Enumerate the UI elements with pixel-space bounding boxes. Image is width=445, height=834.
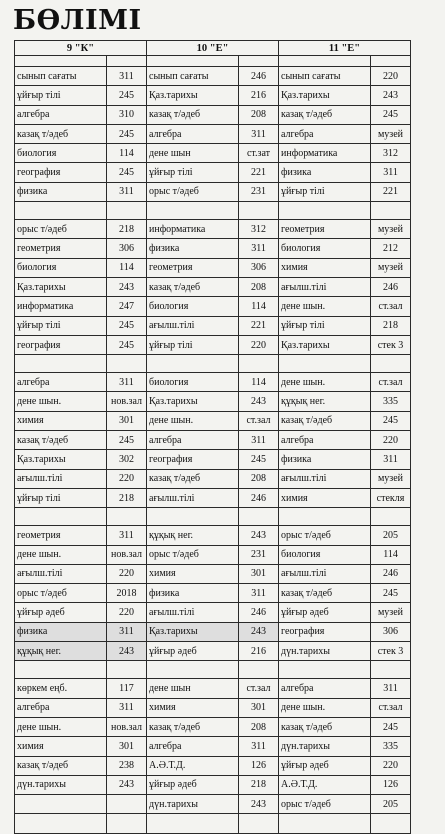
room-cell: 311 — [107, 373, 147, 392]
subject-cell: дүн.тарихы — [15, 775, 107, 794]
room-cell: 311 — [371, 163, 411, 182]
room-cell — [107, 814, 147, 833]
room-cell — [107, 795, 147, 814]
subject-cell: казақ т/әдеб — [147, 469, 239, 488]
room-cell: 218 — [371, 316, 411, 335]
room-cell: 245 — [107, 163, 147, 182]
subject-cell: ұйғыр тілі — [279, 182, 371, 201]
room-cell: 335 — [371, 392, 411, 411]
room-cell: 114 — [239, 297, 279, 316]
room-cell: 245 — [371, 411, 411, 430]
schedule-body — [15, 56, 411, 834]
subject-cell: геометрия — [279, 220, 371, 239]
subject-cell: казақ т/әдеб — [147, 717, 239, 736]
room-cell: 311 — [239, 737, 279, 756]
subject-cell: информатика — [15, 297, 107, 316]
subject-cell: орыс т/әдеб — [147, 182, 239, 201]
subject-cell: казақ т/әдеб — [15, 124, 107, 143]
subject-cell: дене шын. — [15, 545, 107, 564]
room-cell: 246 — [371, 277, 411, 296]
subject-cell — [279, 814, 371, 833]
table-row — [15, 431, 411, 450]
subject-cell: ағылш.тілі — [279, 277, 371, 296]
table-row — [15, 258, 411, 277]
subject-cell: география — [147, 450, 239, 469]
room-cell: 208 — [239, 105, 279, 124]
room-cell: 221 — [239, 163, 279, 182]
room-cell: 306 — [239, 258, 279, 277]
subject-cell: құқық нег. — [15, 642, 107, 661]
room-cell: 114 — [371, 545, 411, 564]
subject-cell: ұйғыр тілі — [147, 335, 239, 354]
room-cell: 243 — [107, 642, 147, 661]
room-cell: 208 — [239, 277, 279, 296]
empty-cell — [279, 202, 371, 220]
room-cell: 311 — [371, 450, 411, 469]
room-cell: 245 — [107, 335, 147, 354]
subject-cell: дене шын. — [279, 373, 371, 392]
subject-cell: геометрия — [15, 526, 107, 545]
room-cell: 243 — [107, 277, 147, 296]
room-cell: 301 — [107, 737, 147, 756]
subject-cell: физика — [15, 182, 107, 201]
table-row — [15, 239, 411, 258]
empty-cell — [147, 355, 239, 373]
room-cell — [239, 814, 279, 833]
empty-cell — [279, 508, 371, 526]
room-cell: 245 — [107, 431, 147, 450]
subject-cell: физика — [279, 450, 371, 469]
table-row — [15, 679, 411, 698]
table-row — [15, 526, 411, 545]
table-row — [15, 622, 411, 641]
room-cell: 208 — [239, 717, 279, 736]
subject-cell: химия — [147, 564, 239, 583]
class-header-row — [15, 41, 411, 56]
room-cell: 231 — [239, 182, 279, 201]
room-cell: 306 — [371, 622, 411, 641]
empty-cell — [279, 56, 371, 67]
room-cell: 238 — [107, 756, 147, 775]
subject-cell: ұйғыр әдеб — [15, 603, 107, 622]
table-row — [15, 488, 411, 507]
empty-cell — [15, 202, 107, 220]
empty-cell — [239, 355, 279, 373]
room-cell: 216 — [239, 642, 279, 661]
subject-cell: ағылш.тілі — [147, 488, 239, 507]
class-header-11e: 11 "Е" — [279, 41, 411, 56]
table-row — [15, 316, 411, 335]
room-cell: 312 — [371, 144, 411, 163]
empty-cell — [107, 508, 147, 526]
room-cell: 243 — [239, 392, 279, 411]
table-row — [15, 277, 411, 296]
room-cell: 311 — [239, 239, 279, 258]
room-cell: 245 — [239, 450, 279, 469]
table-row — [15, 392, 411, 411]
subject-cell: казақ т/әдеб — [15, 431, 107, 450]
table-row — [15, 450, 411, 469]
subject-cell: сынып сағаты — [147, 67, 239, 86]
subject-cell: информатика — [147, 220, 239, 239]
empty-cell — [239, 56, 279, 67]
empty-cell — [371, 202, 411, 220]
table-row — [15, 469, 411, 488]
room-cell: нов.зал — [107, 545, 147, 564]
room-cell: музей — [371, 603, 411, 622]
table-row — [15, 373, 411, 392]
empty-cell — [15, 508, 107, 526]
room-cell: 301 — [107, 411, 147, 430]
subject-cell: дүн.тарихы — [147, 795, 239, 814]
empty-cell — [147, 202, 239, 220]
room-cell: 245 — [107, 124, 147, 143]
subject-cell: дене шын. — [279, 297, 371, 316]
table-row — [15, 698, 411, 717]
room-cell: 311 — [371, 679, 411, 698]
room-cell: 114 — [107, 258, 147, 277]
empty-cell — [147, 661, 239, 679]
room-cell: 243 — [239, 622, 279, 641]
room-cell: 220 — [107, 469, 147, 488]
room-cell: 126 — [239, 756, 279, 775]
empty-cell — [107, 661, 147, 679]
subject-cell: физика — [147, 584, 239, 603]
subject-cell: орыс т/әдеб — [279, 795, 371, 814]
subject-cell: алгебра — [279, 431, 371, 450]
room-cell: стекля — [371, 488, 411, 507]
table-row — [15, 756, 411, 775]
table-row — [15, 717, 411, 736]
room-cell: 245 — [371, 584, 411, 603]
subject-cell: орыс т/әдеб — [279, 526, 371, 545]
table-row — [15, 584, 411, 603]
empty-cell — [279, 661, 371, 679]
subject-cell: казақ т/әдеб — [279, 411, 371, 430]
subject-cell: физика — [15, 622, 107, 641]
table-row — [15, 564, 411, 583]
room-cell: 114 — [107, 144, 147, 163]
subject-cell: құқық нег. — [279, 392, 371, 411]
room-cell: ст.зал — [239, 411, 279, 430]
subject-cell: ағылш.тілі — [147, 316, 239, 335]
empty-cell — [147, 56, 239, 67]
room-cell: стек 3 — [371, 335, 411, 354]
subject-cell: дене шын. — [279, 698, 371, 717]
subject-cell: ұйғыр әдеб — [279, 603, 371, 622]
room-cell: 245 — [107, 86, 147, 105]
subject-cell: биология — [15, 258, 107, 277]
room-cell: 243 — [107, 775, 147, 794]
subject-cell: Қаз.тарихы — [15, 450, 107, 469]
table-row — [15, 182, 411, 201]
subject-cell: биология — [279, 239, 371, 258]
subject-cell: алгебра — [15, 105, 107, 124]
subject-cell: ұйғыр тілі — [147, 163, 239, 182]
room-cell: 311 — [239, 431, 279, 450]
subject-cell: құқық нег. — [147, 526, 239, 545]
room-cell: 218 — [107, 220, 147, 239]
table-row — [15, 86, 411, 105]
subject-cell: Қаз.тарихы — [147, 392, 239, 411]
subject-cell: химия — [279, 258, 371, 277]
subject-cell: ұйғыр тілі — [15, 86, 107, 105]
room-cell: 243 — [239, 795, 279, 814]
table-row — [15, 144, 411, 163]
room-cell: ст.зал — [371, 698, 411, 717]
room-cell: 301 — [239, 698, 279, 717]
subject-cell: биология — [15, 144, 107, 163]
subject-cell: алгебра — [147, 431, 239, 450]
room-cell: 220 — [371, 431, 411, 450]
room-cell: 216 — [239, 86, 279, 105]
table-row — [15, 220, 411, 239]
subject-cell: дүн.тарихы — [279, 642, 371, 661]
room-cell: 221 — [371, 182, 411, 201]
subject-cell: химия — [147, 698, 239, 717]
subject-cell: казақ т/әдеб — [279, 717, 371, 736]
empty-cell — [371, 355, 411, 373]
subject-cell: дене шын — [147, 679, 239, 698]
subject-cell: физика — [279, 163, 371, 182]
subject-cell: ағылш.тілі — [279, 469, 371, 488]
empty-cell — [239, 661, 279, 679]
room-cell: 205 — [371, 795, 411, 814]
subject-cell: Қаз.тарихы — [147, 622, 239, 641]
empty-cell — [15, 355, 107, 373]
subject-cell: алгебра — [15, 698, 107, 717]
room-cell: 246 — [239, 488, 279, 507]
room-cell: музей — [371, 124, 411, 143]
table-row — [15, 297, 411, 316]
subject-cell: Қаз.тарихы — [147, 86, 239, 105]
subject-cell: сынып сағаты — [15, 67, 107, 86]
room-cell: 218 — [239, 775, 279, 794]
table-row — [15, 124, 411, 143]
subject-cell: казақ т/әдеб — [279, 105, 371, 124]
subject-cell: дене шын. — [15, 392, 107, 411]
room-cell: 246 — [239, 603, 279, 622]
subject-cell: алгебра — [147, 124, 239, 143]
room-cell: 220 — [371, 67, 411, 86]
day-separator — [15, 508, 411, 526]
subject-cell: казақ т/әдеб — [147, 277, 239, 296]
empty-cell — [279, 355, 371, 373]
empty-cell — [371, 508, 411, 526]
room-cell: 245 — [371, 105, 411, 124]
day-separator — [15, 661, 411, 679]
room-cell: 126 — [371, 775, 411, 794]
room-cell: 311 — [107, 67, 147, 86]
room-cell: 310 — [107, 105, 147, 124]
empty-cell — [107, 355, 147, 373]
table-row — [15, 603, 411, 622]
room-cell: 247 — [107, 297, 147, 316]
subject-cell: алгебра — [15, 373, 107, 392]
table-row — [15, 642, 411, 661]
room-cell: 243 — [371, 86, 411, 105]
subject-cell: физика — [147, 239, 239, 258]
subject-cell: дене шын — [147, 144, 239, 163]
subject-cell: ағылш.тілі — [147, 603, 239, 622]
subject-cell: орыс т/әдеб — [147, 545, 239, 564]
subject-cell: химия — [15, 411, 107, 430]
room-cell: 311 — [107, 622, 147, 641]
subject-cell: дене шын. — [15, 717, 107, 736]
room-cell: ст.зал — [371, 297, 411, 316]
empty-cell — [107, 202, 147, 220]
room-cell: 311 — [107, 526, 147, 545]
room-cell: 245 — [107, 316, 147, 335]
room-cell: 220 — [107, 603, 147, 622]
room-cell: 311 — [239, 584, 279, 603]
subject-cell: алгебра — [279, 679, 371, 698]
subject-cell: Қаз.тарихы — [15, 277, 107, 296]
subject-cell: география — [15, 335, 107, 354]
subject-cell: дене шын. — [147, 411, 239, 430]
table-row — [15, 105, 411, 124]
room-cell: 208 — [239, 469, 279, 488]
room-cell: музей — [371, 220, 411, 239]
subject-cell: ұйғыр тілі — [15, 488, 107, 507]
subject-cell: алгебра — [279, 124, 371, 143]
table-row — [15, 775, 411, 794]
room-cell: 220 — [239, 335, 279, 354]
table-row — [15, 737, 411, 756]
subject-cell: алгебра — [147, 737, 239, 756]
table-row — [15, 795, 411, 814]
room-cell: 221 — [239, 316, 279, 335]
room-cell: ст.зал — [239, 679, 279, 698]
table-row — [15, 411, 411, 430]
subject-cell: сынып сағаты — [279, 67, 371, 86]
subject-cell: А.Ә.Т.Д. — [147, 756, 239, 775]
empty-cell — [371, 661, 411, 679]
empty-cell — [239, 202, 279, 220]
subject-cell — [147, 814, 239, 833]
subject-cell: биология — [279, 545, 371, 564]
room-cell: 335 — [371, 737, 411, 756]
room-cell: музей — [371, 258, 411, 277]
subject-cell: казақ т/әдеб — [147, 105, 239, 124]
subject-cell: химия — [279, 488, 371, 507]
subject-cell: ұйғыр әдеб — [147, 642, 239, 661]
room-cell: 306 — [107, 239, 147, 258]
subject-cell: ұйғыр әдеб — [147, 775, 239, 794]
class-header-9k: 9 "К" — [15, 41, 147, 56]
subject-cell: ұйғыр тілі — [15, 316, 107, 335]
subject-cell: ұйғыр тілі — [279, 316, 371, 335]
room-cell: 311 — [107, 182, 147, 201]
empty-cell — [15, 661, 107, 679]
subject-cell: информатика — [279, 144, 371, 163]
empty-cell — [147, 508, 239, 526]
room-cell: 245 — [371, 717, 411, 736]
subject-cell: геометрия — [147, 258, 239, 277]
room-cell: 117 — [107, 679, 147, 698]
room-cell: 246 — [239, 67, 279, 86]
subject-cell: орыс т/әдеб — [15, 584, 107, 603]
table-row — [15, 545, 411, 564]
room-cell: 302 — [107, 450, 147, 469]
room-cell: музей — [371, 469, 411, 488]
subject-cell: ұйғыр әдеб — [279, 756, 371, 775]
subject-cell: дүн.тарихы — [279, 737, 371, 756]
table-row — [15, 67, 411, 86]
room-cell: 220 — [371, 756, 411, 775]
room-cell: 246 — [371, 564, 411, 583]
subject-cell: география — [279, 622, 371, 641]
class-header-10e: 10 "Е" — [147, 41, 279, 56]
room-cell: 114 — [239, 373, 279, 392]
empty-cell — [107, 56, 147, 67]
subject-cell: ағылш.тілі — [279, 564, 371, 583]
room-cell: 243 — [239, 526, 279, 545]
room-cell: нов.зал — [107, 392, 147, 411]
room-cell: 311 — [239, 124, 279, 143]
subject-cell: Қаз.тарихы — [279, 86, 371, 105]
room-cell: 311 — [107, 698, 147, 717]
table-row — [15, 163, 411, 182]
subject-cell: Қаз.тарихы — [279, 335, 371, 354]
subject-cell: казақ т/әдеб — [15, 756, 107, 775]
subject-cell: казақ т/әдеб — [279, 584, 371, 603]
subject-cell: биология — [147, 373, 239, 392]
room-cell: нов.зал — [107, 717, 147, 736]
room-cell: ст.зал — [371, 373, 411, 392]
subject-cell: көркем еңб. — [15, 679, 107, 698]
subject-cell: химия — [15, 737, 107, 756]
room-cell — [371, 814, 411, 833]
empty-cell — [371, 56, 411, 67]
empty-cell — [15, 56, 107, 67]
room-cell: стек 3 — [371, 642, 411, 661]
subject-cell: ағылш.тілі — [15, 564, 107, 583]
day-separator — [15, 202, 411, 220]
table-row — [15, 335, 411, 354]
room-cell: 312 — [239, 220, 279, 239]
room-cell: 301 — [239, 564, 279, 583]
room-cell: 218 — [107, 488, 147, 507]
page-title: БӨЛІМІ — [13, 5, 142, 36]
day-separator — [15, 56, 411, 67]
subject-cell — [15, 814, 107, 833]
room-cell: 205 — [371, 526, 411, 545]
room-cell: 212 — [371, 239, 411, 258]
empty-cell — [239, 508, 279, 526]
room-cell: 231 — [239, 545, 279, 564]
table-row — [15, 814, 411, 833]
room-cell: 2018 — [107, 584, 147, 603]
subject-cell: география — [15, 163, 107, 182]
subject-cell: А.Ә.Т.Д. — [279, 775, 371, 794]
schedule-table — [14, 40, 411, 834]
subject-cell: геометрия — [15, 239, 107, 258]
subject-cell: биология — [147, 297, 239, 316]
subject-cell: ағылш.тілі — [15, 469, 107, 488]
subject-cell: орыс т/әдеб — [15, 220, 107, 239]
room-cell: ст.зат — [239, 144, 279, 163]
room-cell: 220 — [107, 564, 147, 583]
subject-cell — [15, 795, 107, 814]
day-separator — [15, 355, 411, 373]
